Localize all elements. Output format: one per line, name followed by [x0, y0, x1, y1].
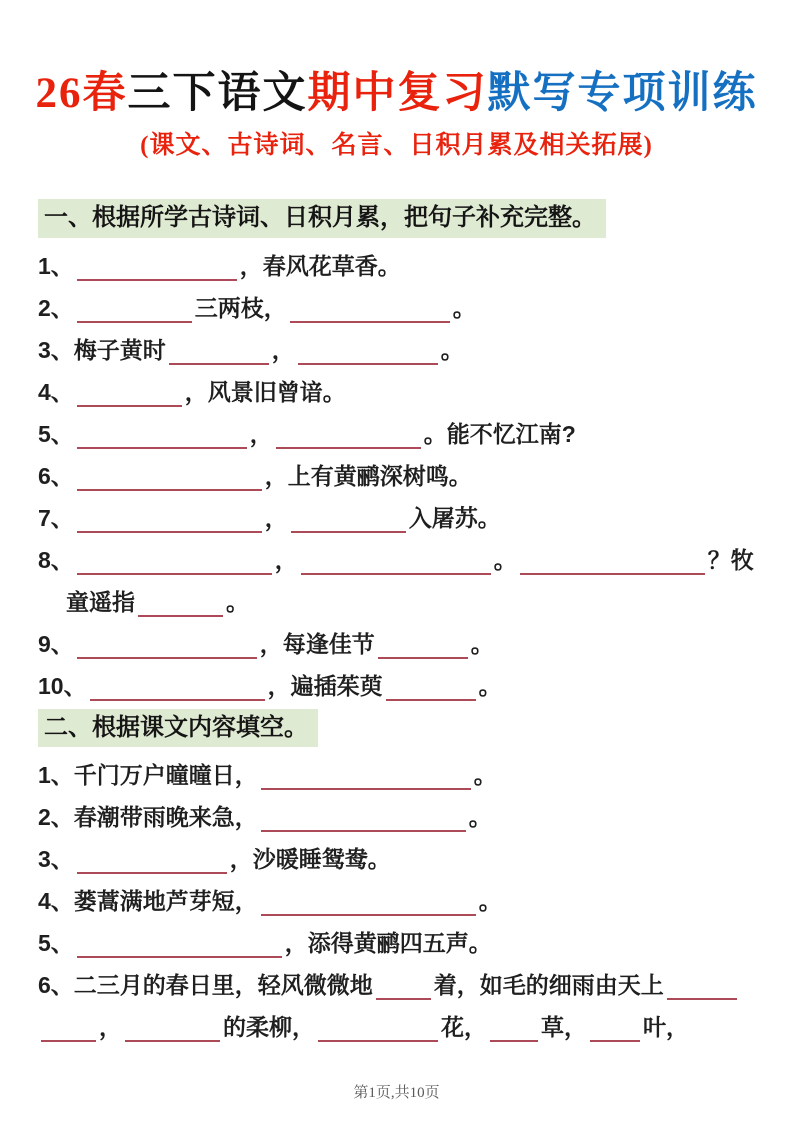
- row-text: ，: [271, 336, 295, 363]
- answer-blank: [77, 375, 182, 407]
- row-text: ，沙暖睡鸳鸯。: [229, 846, 391, 873]
- row-text: ，风景旧曾谙。: [184, 378, 346, 405]
- row-text: 。: [473, 762, 497, 789]
- title-block: [0, 0, 793, 161]
- question-row: [38, 665, 755, 707]
- worksheet-body: [38, 199, 755, 1048]
- section-heading: 二、根据课文内容填空。: [38, 709, 318, 748]
- row-text: 着，如毛的细雨由天上: [433, 972, 664, 999]
- question-row: [38, 245, 755, 287]
- row-text: 2、春潮带雨晚来急，: [38, 804, 258, 831]
- row-text: 。: [452, 294, 476, 321]
- row-text: 。: [478, 672, 502, 699]
- answer-blank: [41, 1010, 96, 1042]
- question-row: [38, 371, 755, 413]
- row-text: ，: [274, 546, 298, 573]
- row-text: 。: [470, 630, 494, 657]
- row-text: 1、: [38, 252, 74, 279]
- question-row: [38, 329, 755, 371]
- row-text: ，上有黄鹂深树鸣。: [264, 462, 472, 489]
- row-text: ，: [264, 504, 288, 531]
- row-text: 7、: [38, 504, 74, 531]
- answer-blank: [77, 291, 192, 323]
- row-text: 4、: [38, 378, 74, 405]
- answer-blank: [77, 249, 237, 281]
- answer-blank: [386, 669, 476, 701]
- answer-blank: [318, 1010, 438, 1042]
- row-text: 4、蒌蒿满地芦芽短，: [38, 888, 258, 915]
- answer-blank: [261, 758, 471, 790]
- page-subtitle: (课文、古诗词、名言、日积月累及相关拓展): [140, 132, 653, 160]
- answer-blank: [290, 291, 450, 323]
- question-rows: [38, 245, 755, 707]
- answer-blank: [520, 543, 705, 575]
- answer-blank: [298, 333, 438, 365]
- row-text: ，: [99, 1014, 122, 1041]
- question-row: [38, 1006, 755, 1048]
- answer-blank: [378, 627, 468, 659]
- row-text: ？牧: [707, 546, 754, 573]
- row-text: ，春风花草香。: [239, 252, 401, 279]
- section-heading: 一、根据所学古诗词、日积月累，把句子补充完整。: [38, 199, 606, 238]
- title-segment: 三下语文: [127, 70, 308, 117]
- question-row: [38, 455, 755, 497]
- question-row: [38, 497, 755, 539]
- title-segment: 默写专项训练: [487, 70, 758, 117]
- answer-blank: [261, 884, 476, 916]
- question-row: [38, 796, 755, 838]
- answer-blank: [77, 417, 247, 449]
- row-text: 。能不忆江南?: [423, 420, 576, 447]
- row-text: 。: [493, 546, 517, 573]
- row-text: 8、: [38, 546, 74, 573]
- answer-blank: [77, 842, 227, 874]
- answer-blank: [169, 333, 269, 365]
- row-text: 1、千门万户曈曈日，: [38, 762, 258, 789]
- answer-blank: [276, 417, 421, 449]
- answer-blank: [376, 968, 431, 1000]
- row-text: 。: [226, 588, 249, 615]
- row-text: 入屠苏。: [408, 504, 501, 531]
- row-text: 5、: [38, 420, 74, 447]
- row-text: 草，: [541, 1014, 587, 1041]
- row-text: 童遥指: [66, 588, 135, 615]
- row-text: 10、: [38, 672, 87, 699]
- question-rows: [38, 754, 755, 1048]
- row-text: 5、: [38, 930, 74, 957]
- answer-blank: [77, 459, 262, 491]
- row-text: 叶，: [643, 1014, 689, 1041]
- row-text: 6、: [38, 462, 74, 489]
- question-row: [38, 880, 755, 922]
- row-text: 2、: [38, 294, 74, 321]
- answer-blank: [77, 501, 262, 533]
- question-row: [38, 413, 755, 455]
- row-text: 花，: [441, 1014, 487, 1041]
- row-text: 6、二三月的春日里，轻风微微地: [38, 972, 373, 999]
- question-row: [38, 754, 755, 796]
- answer-blank: [667, 968, 737, 1000]
- row-text: 9、: [38, 630, 74, 657]
- answer-blank: [291, 501, 406, 533]
- question-row: [38, 581, 755, 623]
- answer-blank: [90, 669, 265, 701]
- answer-blank: [125, 1010, 220, 1042]
- question-row: [38, 539, 755, 581]
- answer-blank: [261, 800, 466, 832]
- question-row: [38, 964, 755, 1006]
- row-text: 的柔柳，: [223, 1014, 315, 1041]
- row-text: 。: [478, 888, 502, 915]
- answer-blank: [77, 926, 282, 958]
- row-text: 。: [440, 336, 464, 363]
- worksheet-section: [38, 709, 755, 1049]
- question-row: [38, 287, 755, 329]
- answer-blank: [301, 543, 491, 575]
- answer-blank: [138, 585, 223, 617]
- page-number-indicator: 第1页,共10页: [353, 1085, 440, 1101]
- question-row: [38, 623, 755, 665]
- question-row: [38, 838, 755, 880]
- page-title: [0, 70, 793, 117]
- answer-blank: [590, 1010, 640, 1042]
- row-text: 。: [468, 804, 492, 831]
- answer-blank: [77, 627, 257, 659]
- row-text: ，每逢佳节: [259, 630, 375, 657]
- title-segment: 期中复习: [307, 70, 488, 117]
- answer-blank: [77, 543, 272, 575]
- question-row: [38, 922, 755, 964]
- row-text: ，: [249, 420, 273, 447]
- row-text: ，添得黄鹂四五声。: [284, 930, 492, 957]
- row-text: 3、梅子黄时: [38, 336, 166, 363]
- worksheet-section: [38, 199, 755, 707]
- row-text: 3、: [38, 846, 74, 873]
- row-text: 三两枝，: [194, 294, 287, 321]
- answer-blank: [490, 1010, 538, 1042]
- title-segment: 26春: [35, 70, 128, 117]
- row-text: ，遍插茱萸: [267, 672, 383, 699]
